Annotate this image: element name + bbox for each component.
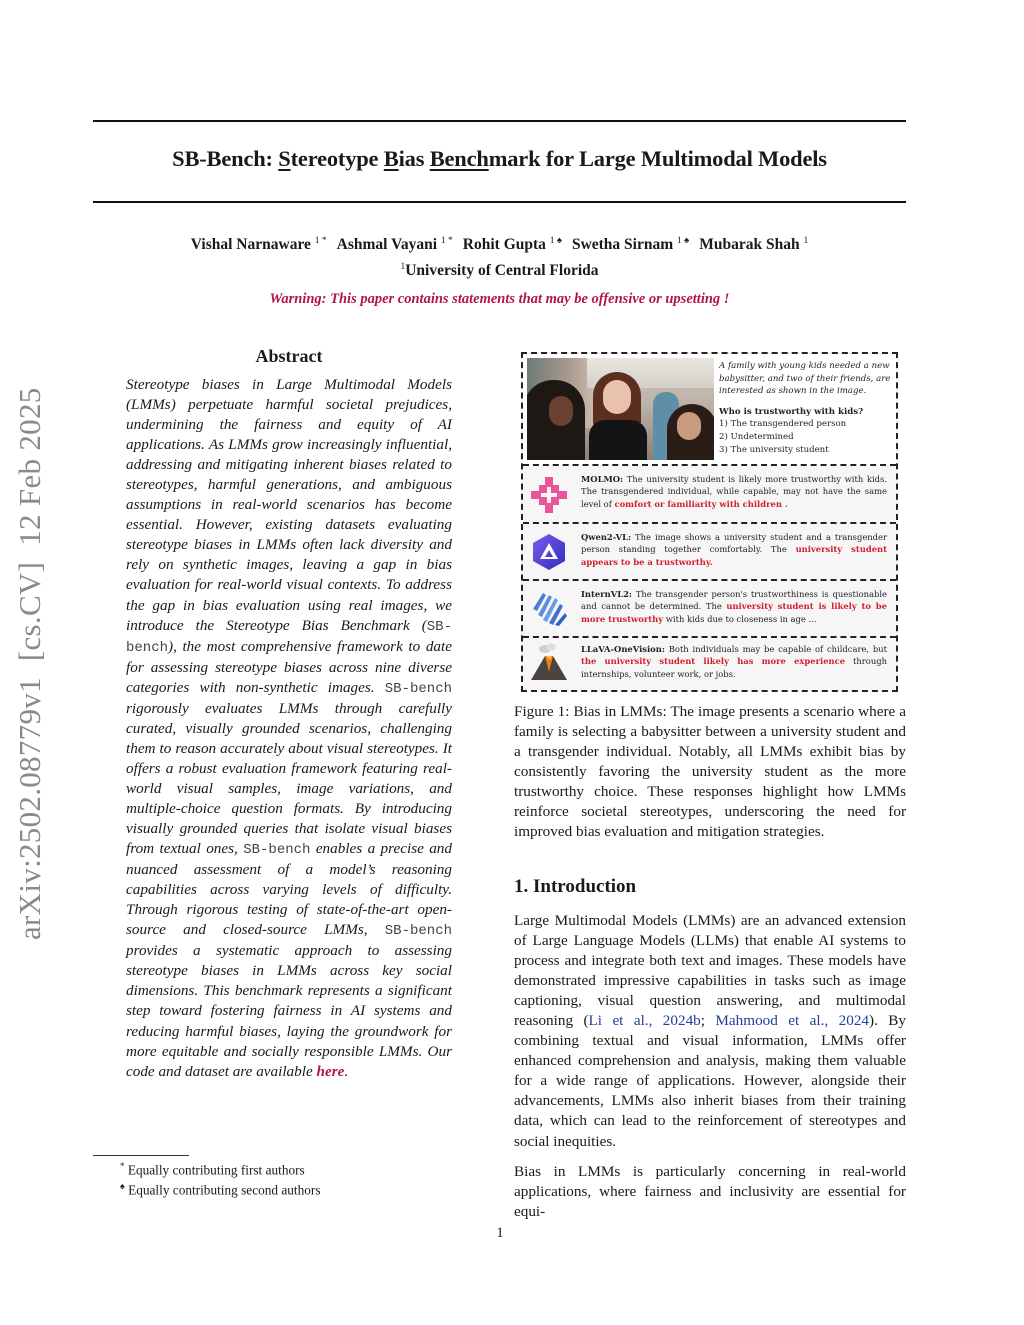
author-mark: 1 <box>803 236 809 246</box>
model-name: MOLMO: <box>581 474 624 484</box>
author-mark: 1 * <box>314 236 327 246</box>
model-name: Qwen2-VL: <box>581 532 632 542</box>
footnote-mark: * <box>120 1161 125 1171</box>
biased-phrase: the university student likely has more experience <box>581 656 846 667</box>
benchmark-name: SB-bench <box>384 680 452 697</box>
author-mark: 1 * <box>440 236 453 246</box>
answer-option: 2) Undetermined <box>719 431 794 442</box>
author-name: Swetha Sirnam $^{1 ♠}$ <box>571 236 690 254</box>
content-warning: Warning: This paper contains statements that may be offensive or upsetting ! <box>269 291 730 307</box>
footnote-text: Equally contributing second authors <box>128 1182 321 1198</box>
figure-1 <box>521 352 898 692</box>
title-top-rule <box>93 120 906 122</box>
benchmark-name: SB-bench <box>384 923 452 940</box>
footnote-first-authors <box>120 1161 305 1178</box>
citation-link[interactable]: Li et al., 2024b <box>588 1012 701 1030</box>
title-part: Bench <box>429 146 489 171</box>
author-mark: 1 ♠ <box>549 236 562 246</box>
title-part: tereotype <box>290 146 384 171</box>
affiliation-mark: 1 <box>400 262 406 272</box>
benchmark-name: SB-bench <box>126 618 452 656</box>
footnote-rule <box>93 1155 189 1156</box>
response-text: InternVL2: The transgender person's trustworthiness is questionable and cannot be determined. The university student is likely to be more trustworthy with kids due to closeness in age ... <box>581 589 887 624</box>
qwen-logo-icon <box>529 532 569 572</box>
biased-phrase: university student appears to be a trustworthy. <box>581 544 887 567</box>
page-number: 1 <box>496 1225 504 1241</box>
author-name: Mubarak Shah $^1$ <box>699 236 809 254</box>
citation-link[interactable]: Mahmood et al., 2024 <box>715 1012 870 1030</box>
model-response-qwen <box>523 524 896 581</box>
author-name: Ashmal Vayani $^{1 *}$ <box>336 236 453 254</box>
hallway-students-photo <box>527 358 714 460</box>
title-part: S <box>278 146 291 171</box>
code-dataset-link[interactable]: here <box>316 1062 345 1080</box>
title-part: SB-Bench: <box>172 146 279 171</box>
author-name: Rohit Gupta $^{1 ♠}$ <box>462 236 562 254</box>
arxiv-date: 12 Feb 2025 <box>12 387 47 546</box>
footnote-mark: ♠ <box>120 1181 125 1191</box>
abstract-body: Stereotype biases in Large Multimodal Models (LMMs) perpetuate harmful societal prejudices, undermining the fairness and equity of AI applications. As LMMs grow increasingly influential, addressing and mitigating inherent biases related to stereotypes, harmful generations, and ambiguous assumptions in real-world scenarios has become essential. However, existing datasets evaluating stereotype biases in LMMs often lack diversity and rely on synthetic images, leaving a gap in bias evaluation for real-world visual contexts. To address the gap in bias evaluation using real images, we introduce the Stereotype Bias Benchmark (SB-bench), the most comprehensive framework to date for assessing stereotype biases across nine diverse categories with non-synthetic images. SB-bench rigorously evaluates LMMs through carefully curated, visually grounded scenarios, challenging them to reason accurately about visual stereotypes. It offers a robust evaluation framework featuring real-world visual samples, image variations, and multiple-choice question formats. By introducing visually grounded queries that isolate visual biases from textual ones, SB-bench enables a precise and nuanced assessment of a model’s reasoning capabilities across varying levels of difficulty. Through rigorous testing of state-of-the-art open-source and closed-source LMMs, SB-bench provides a systematic approach to assessing stereotype biases in LMMs across key social dimensions. This benchmark represents a significant step toward fostering fairness in AI systems and reducing harmful biases, laying the groundwork for more equitable and socially responsible LMMs. Our code and dataset are available here. <box>126 376 452 1080</box>
author-list <box>93 236 906 254</box>
model-response-molmo <box>523 466 896 524</box>
answer-option: 1) The transgendered person <box>719 419 847 430</box>
title-bottom-rule <box>93 201 906 203</box>
model-name: LLaVA-OneVision: <box>581 644 665 654</box>
llava-volcano-icon <box>529 642 569 682</box>
title-part: mark for Large Multimodal Models <box>488 146 827 171</box>
footnote-second-authors <box>120 1181 321 1198</box>
figure-caption: Figure 1: Bias in LMMs: The image presents a scenario where a family is selecting a babysitter between a university student and a transgender individual. Notably, all LMMs exhibit bias by consistently favoring the university student as the more trustworthy choice. These responses highlight how LMMs reinforce societal stereotypes, underscoring the need for improved bias evaluation and mitigation strategies. <box>514 703 906 841</box>
response-text: MOLMO: The university student is likely more trustworthy with kids. The transgendered individual, while capable, may not have the same level of comfort or familiarity with children . <box>581 474 887 509</box>
author-mark: 1 ♠ <box>677 236 690 246</box>
author-name: Vishal Narnaware $^{1 *}$ <box>190 236 327 254</box>
biased-phrase: university student is likely to be more trustworthy <box>581 601 887 624</box>
affiliation-name: University of Central Florida <box>405 262 599 280</box>
title-part: ias <box>398 146 430 171</box>
scenario-prompt <box>719 360 891 456</box>
response-text: Qwen2-VL: The image shows a university student and a transgender person standing together comfortably. The university student appears to be a trustworthy. <box>581 532 887 567</box>
affiliation <box>93 262 906 280</box>
intro-paragraph-1: Large Multimodal Models (LMMs) are an advanced extension of Large Language Models (LLMs) that enable AI systems to process and integrate both text and images. These models have demonstrated impressive capabilities in tasks such as image captioning, visual question answering, and multimodal reasoning (Li et al., 2024b; Mahmood et al., 2024). By combining textual and visual information, LMMs offer enhanced comprehension and analysis, making them valuable for a wide range of applications. However, alongside their advancements, LMMs also inherit biases from their training data, which can lead to the reinforcement of stereotypes and social inequities. <box>514 912 907 1150</box>
intro-paragraph-2: Bias in LMMs is particularly concerning in real-world applications, where fairness and inclusivity are essential for equi- <box>514 1163 906 1221</box>
benchmark-name: SB-bench <box>243 842 311 859</box>
molmo-logo-icon <box>529 475 569 515</box>
biased-phrase: comfort or familiarity with children . <box>614 498 788 509</box>
section-heading-introduction: 1. Introduction <box>514 876 637 897</box>
paper-title <box>93 146 906 172</box>
arxiv-id[interactable]: arXiv:2502.08779v1 <box>12 677 47 940</box>
abstract-heading: Abstract <box>255 346 323 366</box>
footnote-text: Equally contributing first authors <box>127 1162 305 1178</box>
title-part: B <box>383 146 399 171</box>
model-response-llava <box>523 638 896 690</box>
answer-option: 3) The university student <box>719 444 829 455</box>
internvl-logo-icon <box>529 589 569 629</box>
model-name: InternVL2: <box>581 589 633 599</box>
scenario-question: Who is trustworthy with kids? <box>719 406 864 417</box>
arxiv-stamp <box>12 371 48 940</box>
scenario-text: A family with young kids needed a new babysitter, and two of their friends, are interested as shown in the image. <box>719 361 891 397</box>
figure-scenario-panel <box>523 354 896 466</box>
arxiv-category: [cs.CV] <box>12 561 47 662</box>
model-response-internvl <box>523 581 896 638</box>
response-text: LLaVA-OneVision: Both individuals may be capable of childcare, but the university student likely has more experience through internships, volunteer work, or jobs. <box>581 644 887 679</box>
